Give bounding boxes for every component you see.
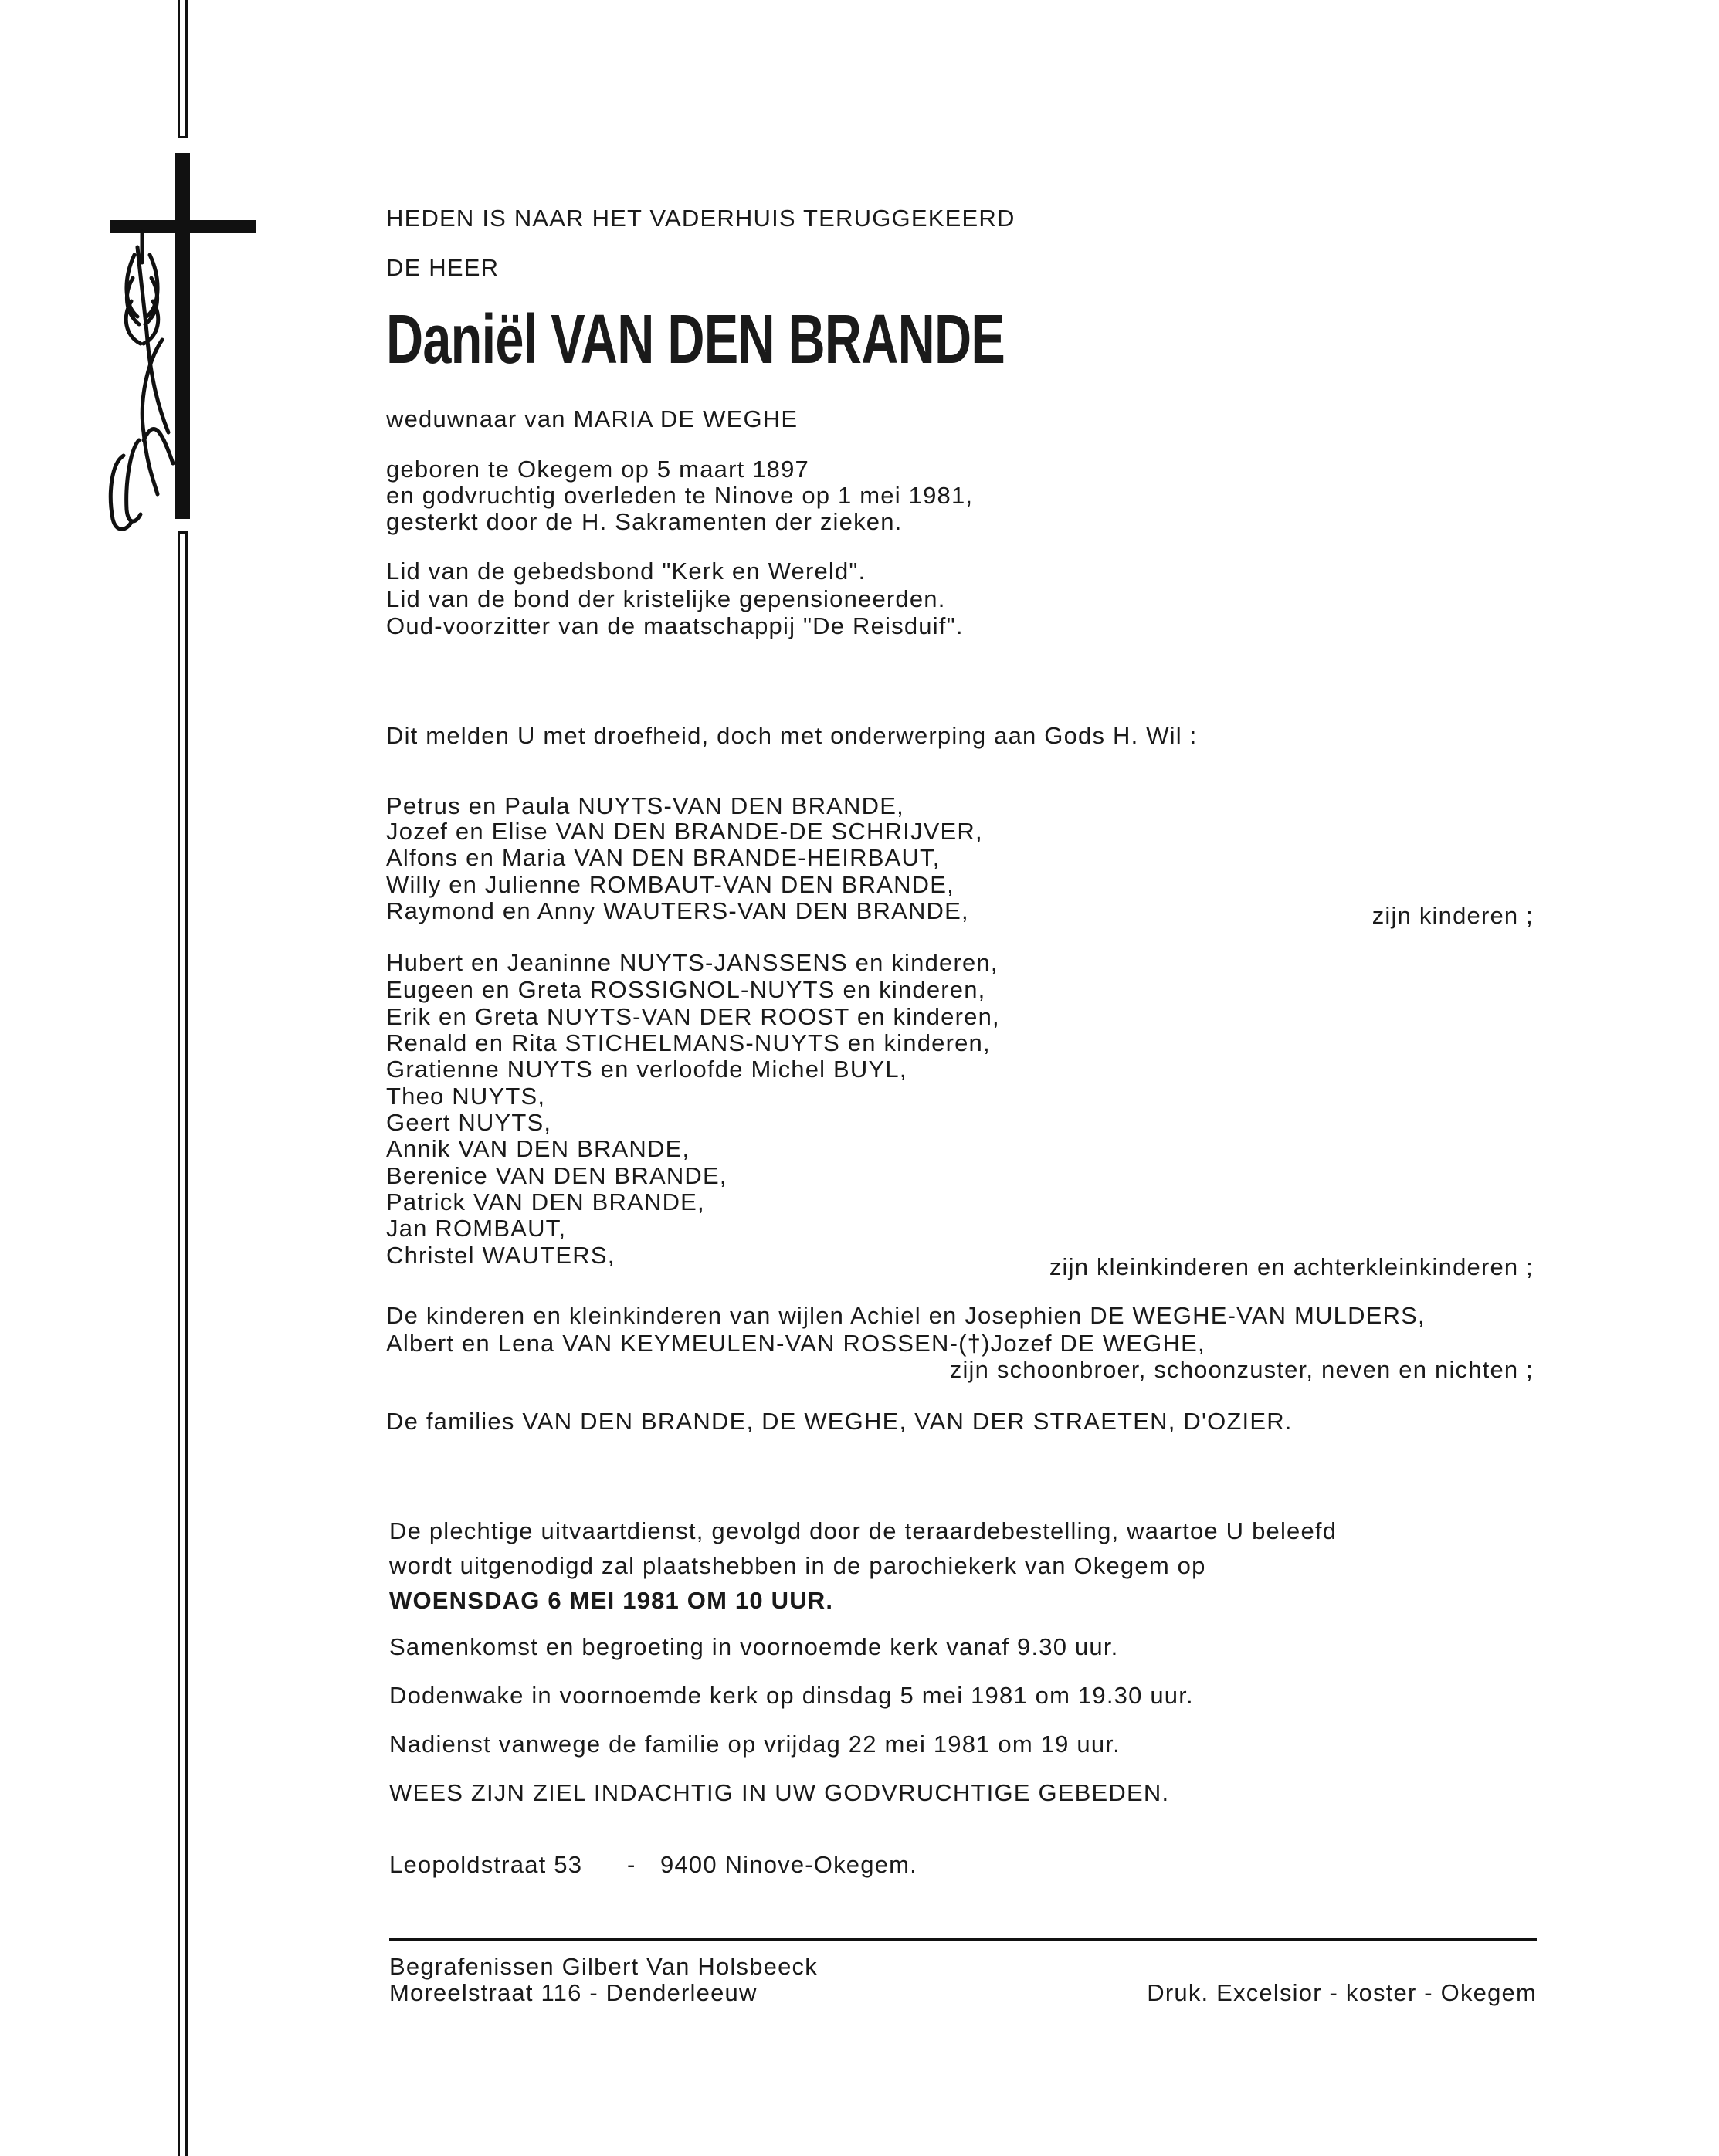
grandchild-line: Gratienne NUYTS en verloofde Michel BUYL, [386,1056,907,1083]
wake-line: Dodenwake in voornoemde kerk op dinsdag 5 mei 1981 om 19.30 uur. [389,1682,1194,1709]
life-line: gesterkt door de H. Sakramenten der zieken. [386,508,903,535]
grandchild-line: Theo NUYTS, [386,1083,546,1110]
membership-line: Lid van de gebedsbond "Kerk en Wereld". [386,558,866,585]
undertaker-address: Moreelstraat 116 - Denderleeuw [389,1979,758,2006]
child-line: Jozef en Elise VAN DEN BRANDE-DE SCHRIJVER, [386,818,983,845]
footer-divider [389,1938,1537,1941]
grandchild-line: Patrick VAN DEN BRANDE, [386,1188,705,1215]
funeral-date: WOENSDAG 6 MEI 1981 OM 10 UUR. [389,1587,834,1614]
announcement: Dit melden U met droefheid, doch met onderwerping aan Gods H. Wil : [386,722,1198,749]
inlaw-line: Albert en Lena VAN KEYMEULEN-VAN ROSSEN-(†)Jozef DE WEGHE, [386,1330,1205,1357]
wheat-icon [110,232,173,529]
undertaker-name: Begrafenissen Gilbert Van Holsbeeck [389,1953,818,1980]
address-separator: - [627,1851,636,1878]
printer-credit: Druk. Excelsior - koster - Okegem [1147,1979,1537,2006]
address-city: 9400 Ninove-Okegem. [660,1851,917,1878]
child-line: Raymond en Anny WAUTERS-VAN DEN BRANDE, [386,897,969,924]
grandchild-line: Hubert en Jeaninne NUYTS-JANSSENS en kinderen, [386,949,999,976]
intro-line: HEDEN IS NAAR HET VADERHUIS TERUGGEKEERD [386,205,1015,232]
inlaws-label: zijn schoonbroer, schoonzuster, neven en nichten ; [949,1356,1534,1383]
membership-line: Oud-voorzitter van de maatschappij "De Reisduif". [386,612,964,639]
membership-line: Lid van de bond der kristelijke gepensioneerden. [386,585,946,612]
child-line: Alfons en Maria VAN DEN BRANDE-HEIRBAUT, [386,844,941,871]
life-line: geboren te Okegem op 5 maart 1897 [386,456,809,483]
child-line: Petrus en Paula NUYTS-VAN DEN BRANDE, [386,792,904,819]
child-line: Willy en Julienne ROMBAUT-VAN DEN BRANDE, [386,871,954,898]
border-line-top [178,0,188,138]
grandchild-line: Renald en Rita STICHELMANS-NUYTS en kinderen, [386,1029,991,1056]
grandchild-line: Berenice VAN DEN BRANDE, [386,1162,727,1189]
grandchild-line: Christel WAUTERS, [386,1242,615,1269]
families-line: De families VAN DEN BRANDE, DE WEGHE, VAN DER STRAETEN, D'OZIER. [386,1408,1293,1435]
grandchild-line: Jan ROMBAUT, [386,1215,567,1242]
border-line-bottom [178,531,188,2156]
address-street: Leopoldstraat 53 [389,1851,583,1878]
title-line: DE HEER [386,254,500,281]
deceased-name: Daniël VAN DEN BRANDE [386,301,1005,378]
funeral-line: wordt uitgenodigd zal plaatshebben in de parochiekerk van Okegem op [389,1552,1206,1579]
grandchild-line: Erik en Greta NUYTS-VAN DER ROOST en kinderen, [386,1003,1000,1030]
gathering-line: Samenkomst en begroeting in voornoemde kerk vanaf 9.30 uur. [389,1633,1119,1660]
prayer-line: WEES ZIJN ZIEL INDACHTIG IN UW GODVRUCHTIGE GEBEDEN. [389,1779,1170,1806]
grandchildren-label: zijn kleinkinderen en achterkleinkinderen ; [1049,1253,1534,1280]
children-label: zijn kinderen ; [1371,902,1534,929]
memorial-line: Nadienst vanwege de familie op vrijdag 22 mei 1981 om 19 uur. [389,1731,1121,1758]
inlaw-line: De kinderen en kleinkinderen van wijlen Achiel en Josephien DE WEGHE-VAN MULDERS, [386,1302,1426,1329]
grandchild-line: Eugeen en Greta ROSSIGNOL-NUYTS en kinderen, [386,976,986,1003]
grandchild-line: Geert NUYTS, [386,1109,552,1136]
funeral-line: De plechtige uitvaartdienst, gevolgd door de teraardebestelling, waartoe U beleefd [389,1517,1338,1544]
widower-line: weduwnaar van MARIA DE WEGHE [386,405,798,432]
cross-wheat-emblem [70,0,278,2156]
grandchild-line: Annik VAN DEN BRANDE, [386,1135,690,1162]
life-line: en godvruchtig overleden te Ninove op 1 mei 1981, [386,482,974,509]
